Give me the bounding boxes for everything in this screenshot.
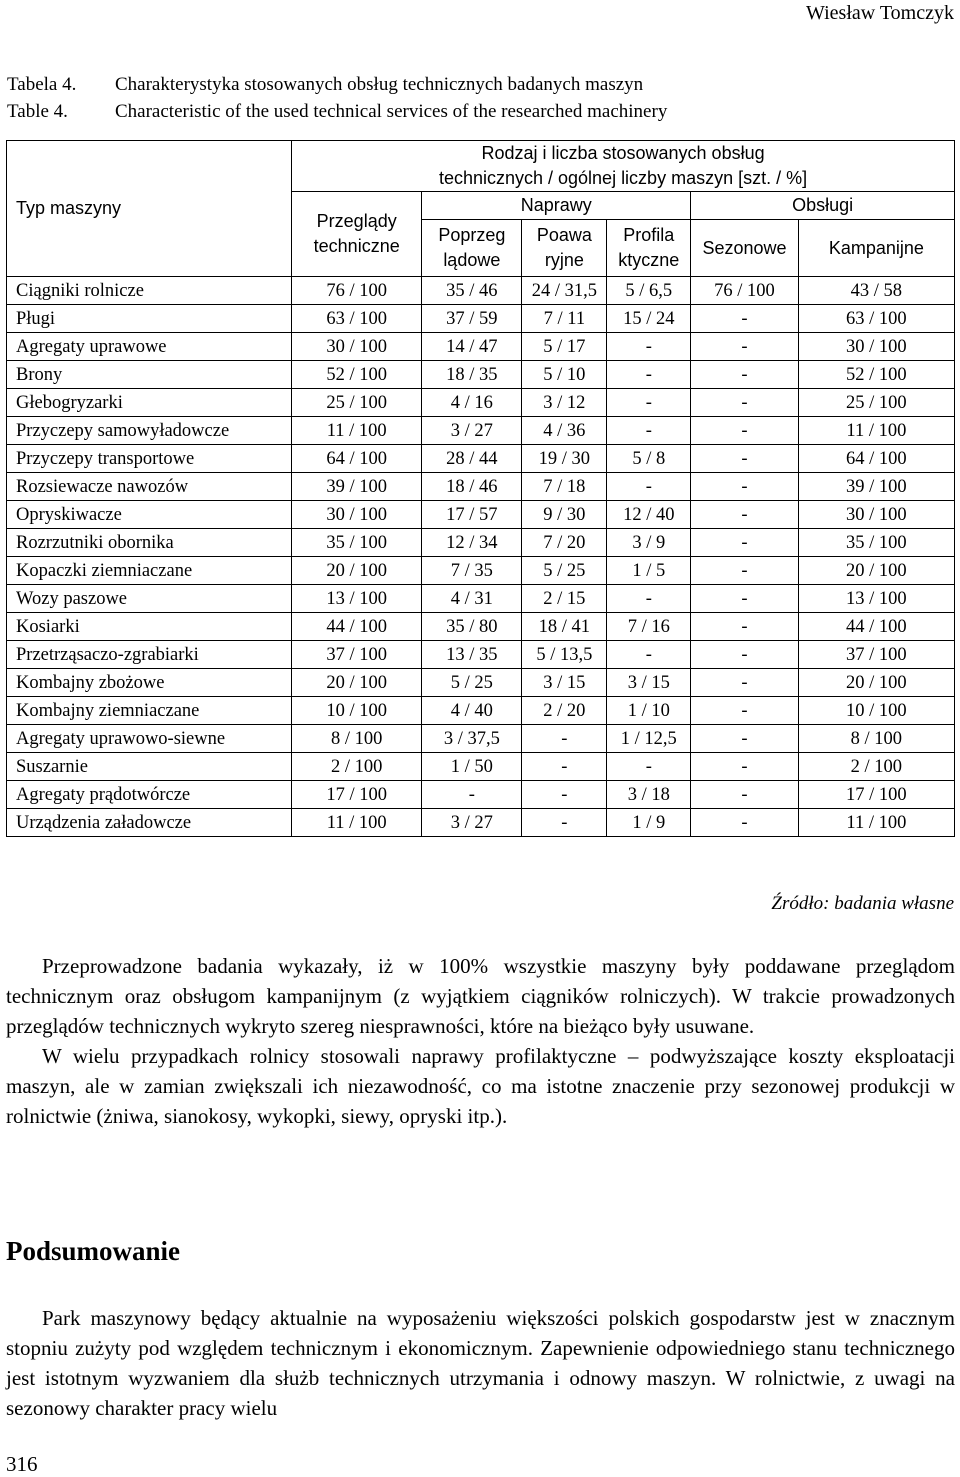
- value-cell: 5 / 25: [522, 557, 607, 585]
- table-row: [7, 333, 955, 361]
- machine-type-cell: Kombajny zbożowe: [7, 669, 292, 697]
- value-cell: -: [691, 445, 798, 473]
- caption-text-pl: Charakterystyka stosowanych obsług technicznych badanych maszyn: [115, 74, 644, 95]
- value-cell: -: [422, 781, 522, 809]
- table-caption: [7, 71, 667, 125]
- value-cell: 19 / 30: [522, 445, 607, 473]
- value-cell: 37 / 100: [798, 641, 954, 669]
- value-cell: 39 / 100: [798, 473, 954, 501]
- value-cell: 63 / 100: [292, 305, 422, 333]
- machine-type-cell: Przetrząsaczo-zgrabiarki: [7, 641, 292, 669]
- value-cell: 4 / 36: [522, 417, 607, 445]
- value-cell: 11 / 100: [292, 417, 422, 445]
- machine-type-cell: Kombajny ziemniaczane: [7, 697, 292, 725]
- value-cell: 24 / 31,5: [522, 277, 607, 305]
- value-cell: 3 / 15: [607, 669, 691, 697]
- machine-type-cell: Kopaczki ziemniaczane: [7, 557, 292, 585]
- value-cell: -: [691, 473, 798, 501]
- body-text: [6, 951, 955, 1131]
- value-cell: 76 / 100: [292, 277, 422, 305]
- value-cell: -: [691, 641, 798, 669]
- value-cell: 37 / 100: [292, 641, 422, 669]
- running-header-author: Wiesław Tomczyk: [806, 2, 954, 24]
- col-header-przeglady: Przeglądy techniczne: [292, 192, 422, 277]
- paragraph: W wielu przypadkach rolnicy stosowali naprawy profilaktyczne – podwyższające koszty eksploatacji maszyn, ale w zamian zwiększali ich niezawodność, co ma istotne znaczenie przy sezonowej produkcji w rolnictwie (żniwa, sianokosy, wykopki, siewy, opryski itp.).: [6, 1044, 955, 1128]
- value-cell: 35 / 100: [798, 529, 954, 557]
- table-row: [7, 473, 955, 501]
- value-cell: 25 / 100: [798, 389, 954, 417]
- machine-type-cell: Przyczepy transportowe: [7, 445, 292, 473]
- value-cell: -: [691, 585, 798, 613]
- value-cell: 30 / 100: [292, 333, 422, 361]
- value-cell: 4 / 31: [422, 585, 522, 613]
- value-cell: 35 / 100: [292, 529, 422, 557]
- table-row: [7, 277, 955, 305]
- table-row: [7, 361, 955, 389]
- section-heading: Podsumowanie: [6, 1236, 181, 1266]
- paragraph: Park maszynowy będący aktualnie na wyposażeniu większości polskich gospodarstw jest w znacznym stopniu zużyty pod względem technicznym i ekonomicznym. Zapewnienie odpowiedniego stanu technicznego jest istotnym wyzwaniem dla służb technicznych utrzymania i odnowy maszyn. W rolnictwie, z uwagi na sezonowy charakter pracy wielu: [6, 1306, 955, 1420]
- col-header-profilaktyczne: Profila ktyczne: [607, 220, 691, 277]
- table-row: [7, 669, 955, 697]
- value-cell: 44 / 100: [798, 613, 954, 641]
- value-cell: 17 / 100: [798, 781, 954, 809]
- value-cell: 18 / 35: [422, 361, 522, 389]
- value-cell: 63 / 100: [798, 305, 954, 333]
- machine-type-cell: Kosiarki: [7, 613, 292, 641]
- value-cell: 7 / 20: [522, 529, 607, 557]
- value-cell: 12 / 40: [607, 501, 691, 529]
- value-cell: 10 / 100: [292, 697, 422, 725]
- value-cell: 30 / 100: [798, 501, 954, 529]
- value-cell: 7 / 16: [607, 613, 691, 641]
- machine-type-cell: Rozsiewacze nawozów: [7, 473, 292, 501]
- value-cell: -: [607, 641, 691, 669]
- machine-type-cell: Agregaty uprawowo-siewne: [7, 725, 292, 753]
- value-cell: -: [607, 417, 691, 445]
- machine-type-cell: Urządzenia załadowcze: [7, 809, 292, 837]
- value-cell: 3 / 18: [607, 781, 691, 809]
- machine-type-cell: Agregaty uprawowe: [7, 333, 292, 361]
- value-cell: 1 / 5: [607, 557, 691, 585]
- value-cell: 35 / 46: [422, 277, 522, 305]
- value-cell: 4 / 40: [422, 697, 522, 725]
- table-row: [7, 641, 955, 669]
- value-cell: 30 / 100: [798, 333, 954, 361]
- value-cell: 3 / 27: [422, 809, 522, 837]
- value-cell: -: [691, 333, 798, 361]
- value-cell: -: [691, 389, 798, 417]
- machine-type-cell: Agregaty prądotwórcze: [7, 781, 292, 809]
- value-cell: 20 / 100: [292, 557, 422, 585]
- page-number: 316: [6, 1452, 38, 1476]
- col-header-obslugi: Obsługi: [691, 192, 955, 220]
- value-cell: 1 / 12,5: [607, 725, 691, 753]
- table-row: [7, 501, 955, 529]
- table-row: [7, 697, 955, 725]
- value-cell: 18 / 41: [522, 613, 607, 641]
- value-cell: 14 / 47: [422, 333, 522, 361]
- value-cell: -: [691, 305, 798, 333]
- value-cell: -: [522, 753, 607, 781]
- machine-type-cell: Ciągniki rolnicze: [7, 277, 292, 305]
- value-cell: 64 / 100: [798, 445, 954, 473]
- value-cell: 3 / 15: [522, 669, 607, 697]
- value-cell: 44 / 100: [292, 613, 422, 641]
- value-cell: 18 / 46: [422, 473, 522, 501]
- machine-type-cell: Suszarnie: [7, 753, 292, 781]
- value-cell: -: [691, 361, 798, 389]
- value-cell: 11 / 100: [798, 809, 954, 837]
- value-cell: -: [522, 809, 607, 837]
- value-cell: -: [691, 725, 798, 753]
- value-cell: 28 / 44: [422, 445, 522, 473]
- value-cell: -: [607, 361, 691, 389]
- value-cell: 15 / 24: [607, 305, 691, 333]
- caption-text-en: Characteristic of the used technical services of the researched machinery: [115, 101, 668, 122]
- table-row: [7, 725, 955, 753]
- col-header-naprawy: Naprawy: [422, 192, 691, 220]
- table-row: [7, 305, 955, 333]
- table-row: [7, 417, 955, 445]
- value-cell: 5 / 25: [422, 669, 522, 697]
- value-cell: 1 / 50: [422, 753, 522, 781]
- value-cell: 7 / 18: [522, 473, 607, 501]
- value-cell: 11 / 100: [798, 417, 954, 445]
- table-row: [7, 781, 955, 809]
- value-cell: 52 / 100: [798, 361, 954, 389]
- value-cell: 39 / 100: [292, 473, 422, 501]
- value-cell: -: [607, 389, 691, 417]
- value-cell: -: [691, 417, 798, 445]
- machine-type-cell: Rozrzutniki obornika: [7, 529, 292, 557]
- col-header-type: Typ maszyny: [7, 141, 292, 277]
- value-cell: -: [691, 529, 798, 557]
- value-cell: 5 / 13,5: [522, 641, 607, 669]
- table-source: Źródło: badania własne: [771, 893, 954, 914]
- col-header-poawaryjne: Poawa ryjne: [522, 220, 607, 277]
- value-cell: -: [691, 809, 798, 837]
- value-cell: -: [607, 473, 691, 501]
- value-cell: 8 / 100: [292, 725, 422, 753]
- caption-label-en: Table 4.: [7, 101, 68, 122]
- table-row: [7, 389, 955, 417]
- value-cell: 5 / 10: [522, 361, 607, 389]
- value-cell: 20 / 100: [798, 557, 954, 585]
- col-header-sezonowe: Sezonowe: [691, 220, 798, 277]
- value-cell: -: [522, 725, 607, 753]
- table-row: [7, 529, 955, 557]
- value-cell: -: [691, 697, 798, 725]
- col-header-poprzegladowe: Poprzeg lądowe: [422, 220, 522, 277]
- value-cell: 25 / 100: [292, 389, 422, 417]
- table-row: [7, 557, 955, 585]
- value-cell: -: [691, 753, 798, 781]
- value-cell: 43 / 58: [798, 277, 954, 305]
- value-cell: 3 / 27: [422, 417, 522, 445]
- value-cell: 2 / 100: [798, 753, 954, 781]
- value-cell: 3 / 12: [522, 389, 607, 417]
- value-cell: -: [691, 613, 798, 641]
- value-cell: 64 / 100: [292, 445, 422, 473]
- value-cell: -: [522, 781, 607, 809]
- value-cell: 13 / 35: [422, 641, 522, 669]
- value-cell: 13 / 100: [798, 585, 954, 613]
- value-cell: 5 / 17: [522, 333, 607, 361]
- value-cell: -: [607, 585, 691, 613]
- table-row: [7, 809, 955, 837]
- value-cell: 3 / 9: [607, 529, 691, 557]
- value-cell: 30 / 100: [292, 501, 422, 529]
- value-cell: -: [607, 333, 691, 361]
- value-cell: 7 / 11: [522, 305, 607, 333]
- value-cell: 3 / 37,5: [422, 725, 522, 753]
- machine-type-cell: Brony: [7, 361, 292, 389]
- value-cell: 2 / 20: [522, 697, 607, 725]
- value-cell: -: [691, 781, 798, 809]
- value-cell: -: [691, 669, 798, 697]
- table-row: [7, 753, 955, 781]
- caption-label-pl: Tabela 4.: [7, 74, 77, 95]
- value-cell: 17 / 100: [292, 781, 422, 809]
- summary-text: [6, 1303, 955, 1423]
- value-cell: -: [691, 557, 798, 585]
- table-body: [7, 277, 955, 837]
- value-cell: 17 / 57: [422, 501, 522, 529]
- value-cell: -: [607, 753, 691, 781]
- value-cell: 9 / 30: [522, 501, 607, 529]
- machine-type-cell: Wozy paszowe: [7, 585, 292, 613]
- machine-type-cell: Opryskiwacze: [7, 501, 292, 529]
- value-cell: 52 / 100: [292, 361, 422, 389]
- value-cell: 76 / 100: [691, 277, 798, 305]
- value-cell: 7 / 35: [422, 557, 522, 585]
- value-cell: 12 / 34: [422, 529, 522, 557]
- machine-type-cell: Przyczepy samowyładowcze: [7, 417, 292, 445]
- value-cell: 2 / 100: [292, 753, 422, 781]
- value-cell: 10 / 100: [798, 697, 954, 725]
- maintenance-table: [6, 140, 955, 837]
- value-cell: 1 / 9: [607, 809, 691, 837]
- value-cell: 1 / 10: [607, 697, 691, 725]
- table-row: [7, 585, 955, 613]
- value-cell: 5 / 8: [607, 445, 691, 473]
- value-cell: 20 / 100: [292, 669, 422, 697]
- table-row: [7, 445, 955, 473]
- value-cell: -: [691, 501, 798, 529]
- value-cell: 37 / 59: [422, 305, 522, 333]
- value-cell: 4 / 16: [422, 389, 522, 417]
- value-cell: 2 / 15: [522, 585, 607, 613]
- value-cell: 11 / 100: [292, 809, 422, 837]
- table-row: [7, 613, 955, 641]
- machine-type-cell: Głebogryzarki: [7, 389, 292, 417]
- col-header-group-title: Rodzaj i liczba stosowanych obsług technicznych / ogólnej liczby maszyn [szt. / %]: [292, 141, 955, 192]
- value-cell: 13 / 100: [292, 585, 422, 613]
- value-cell: 20 / 100: [798, 669, 954, 697]
- machine-type-cell: Pługi: [7, 305, 292, 333]
- value-cell: 5 / 6,5: [607, 277, 691, 305]
- value-cell: 8 / 100: [798, 725, 954, 753]
- value-cell: 35 / 80: [422, 613, 522, 641]
- col-header-kampanijne: Kampanijne: [798, 220, 954, 277]
- paragraph: Przeprowadzone badania wykazały, iż w 100% wszystkie maszyny były poddawane przeglądom technicznym oraz obsługom kampanijnym (z wyjątkiem ciągników rolniczych). W trakcie prowadzonych przeglądów technicznych wykryto szereg niesprawności, które na bieżąco były usuwane.: [6, 954, 955, 1038]
